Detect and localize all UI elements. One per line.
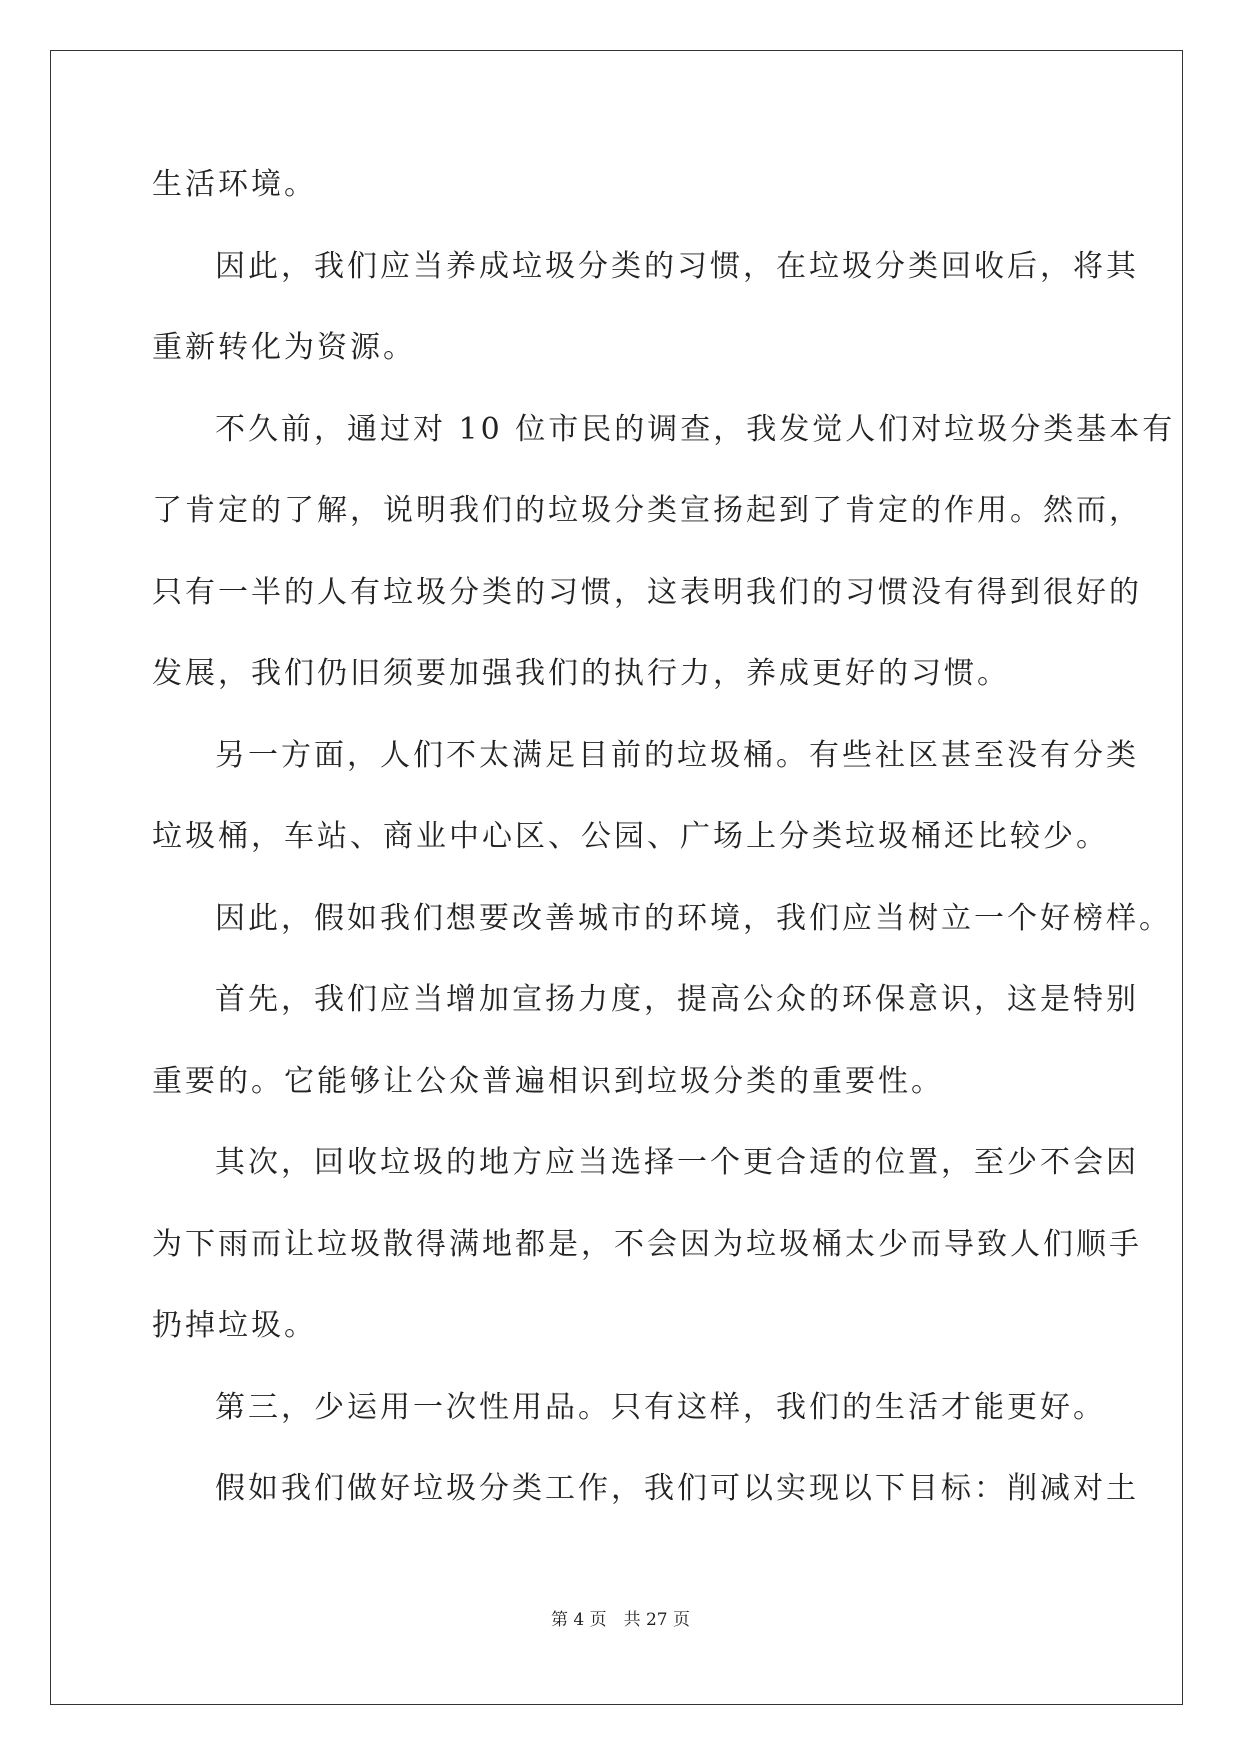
paragraph-start: 另一方面，人们不太满足目前的垃圾桶。有些社区甚至没有分类	[215, 737, 1139, 773]
paragraph-start: 其次，回收垃圾的地方应当选择一个更合适的位置，至少不会因	[215, 1145, 1139, 1180]
text-line: 垃圾桶，车站、商业中心区、公园、广场上分类垃圾桶还比较少。	[152, 819, 1109, 854]
paragraph-start: 不久前，通过对 10 位市民的调查，我发觉人们对垃圾分类基本有	[215, 411, 1176, 447]
text-line: 为下雨而让垃圾散得满地都是，不会因为垃圾桶太少而导致人们顺手	[152, 1226, 1142, 1262]
text-line: 只有一半的人有垃圾分类的习惯，这表明我们的习惯没有得到很好的	[152, 574, 1142, 610]
text-line: 重新转化为资源。	[152, 330, 416, 365]
paragraph-start: 第三，少运用一次性用品。只有这样，我们的生活才能更好。	[215, 1389, 1106, 1425]
paragraph-start: 首先，我们应当增加宣扬力度，提高公众的环保意识，这是特别	[215, 982, 1139, 1017]
paragraph-start: 因此，我们应当养成垃圾分类的习惯，在垃圾分类回收后，将其	[215, 248, 1139, 284]
text-line: 扔掉垃圾。	[152, 1308, 317, 1343]
paragraph-start: 假如我们做好垃圾分类工作，我们可以实现以下目标：削减对土	[215, 1471, 1139, 1506]
text-line: 了肯定的了解，说明我们的垃圾分类宣扬起到了肯定的作用。然而，	[152, 493, 1142, 528]
text-line: 发展，我们仍旧须要加强我们的执行力，养成更好的习惯。	[152, 656, 1010, 691]
document-body	[152, 144, 1176, 1530]
text-line: 重要的。它能够让公众普遍相识到垃圾分类的重要性。	[152, 1063, 944, 1099]
page-number-footer: 第 4 页 共 27 页	[550, 1610, 691, 1630]
text-line: 生活环境。	[152, 167, 317, 202]
paragraph-start: 因此，假如我们想要改善城市的环境，我们应当树立一个好榜样。	[215, 900, 1172, 936]
